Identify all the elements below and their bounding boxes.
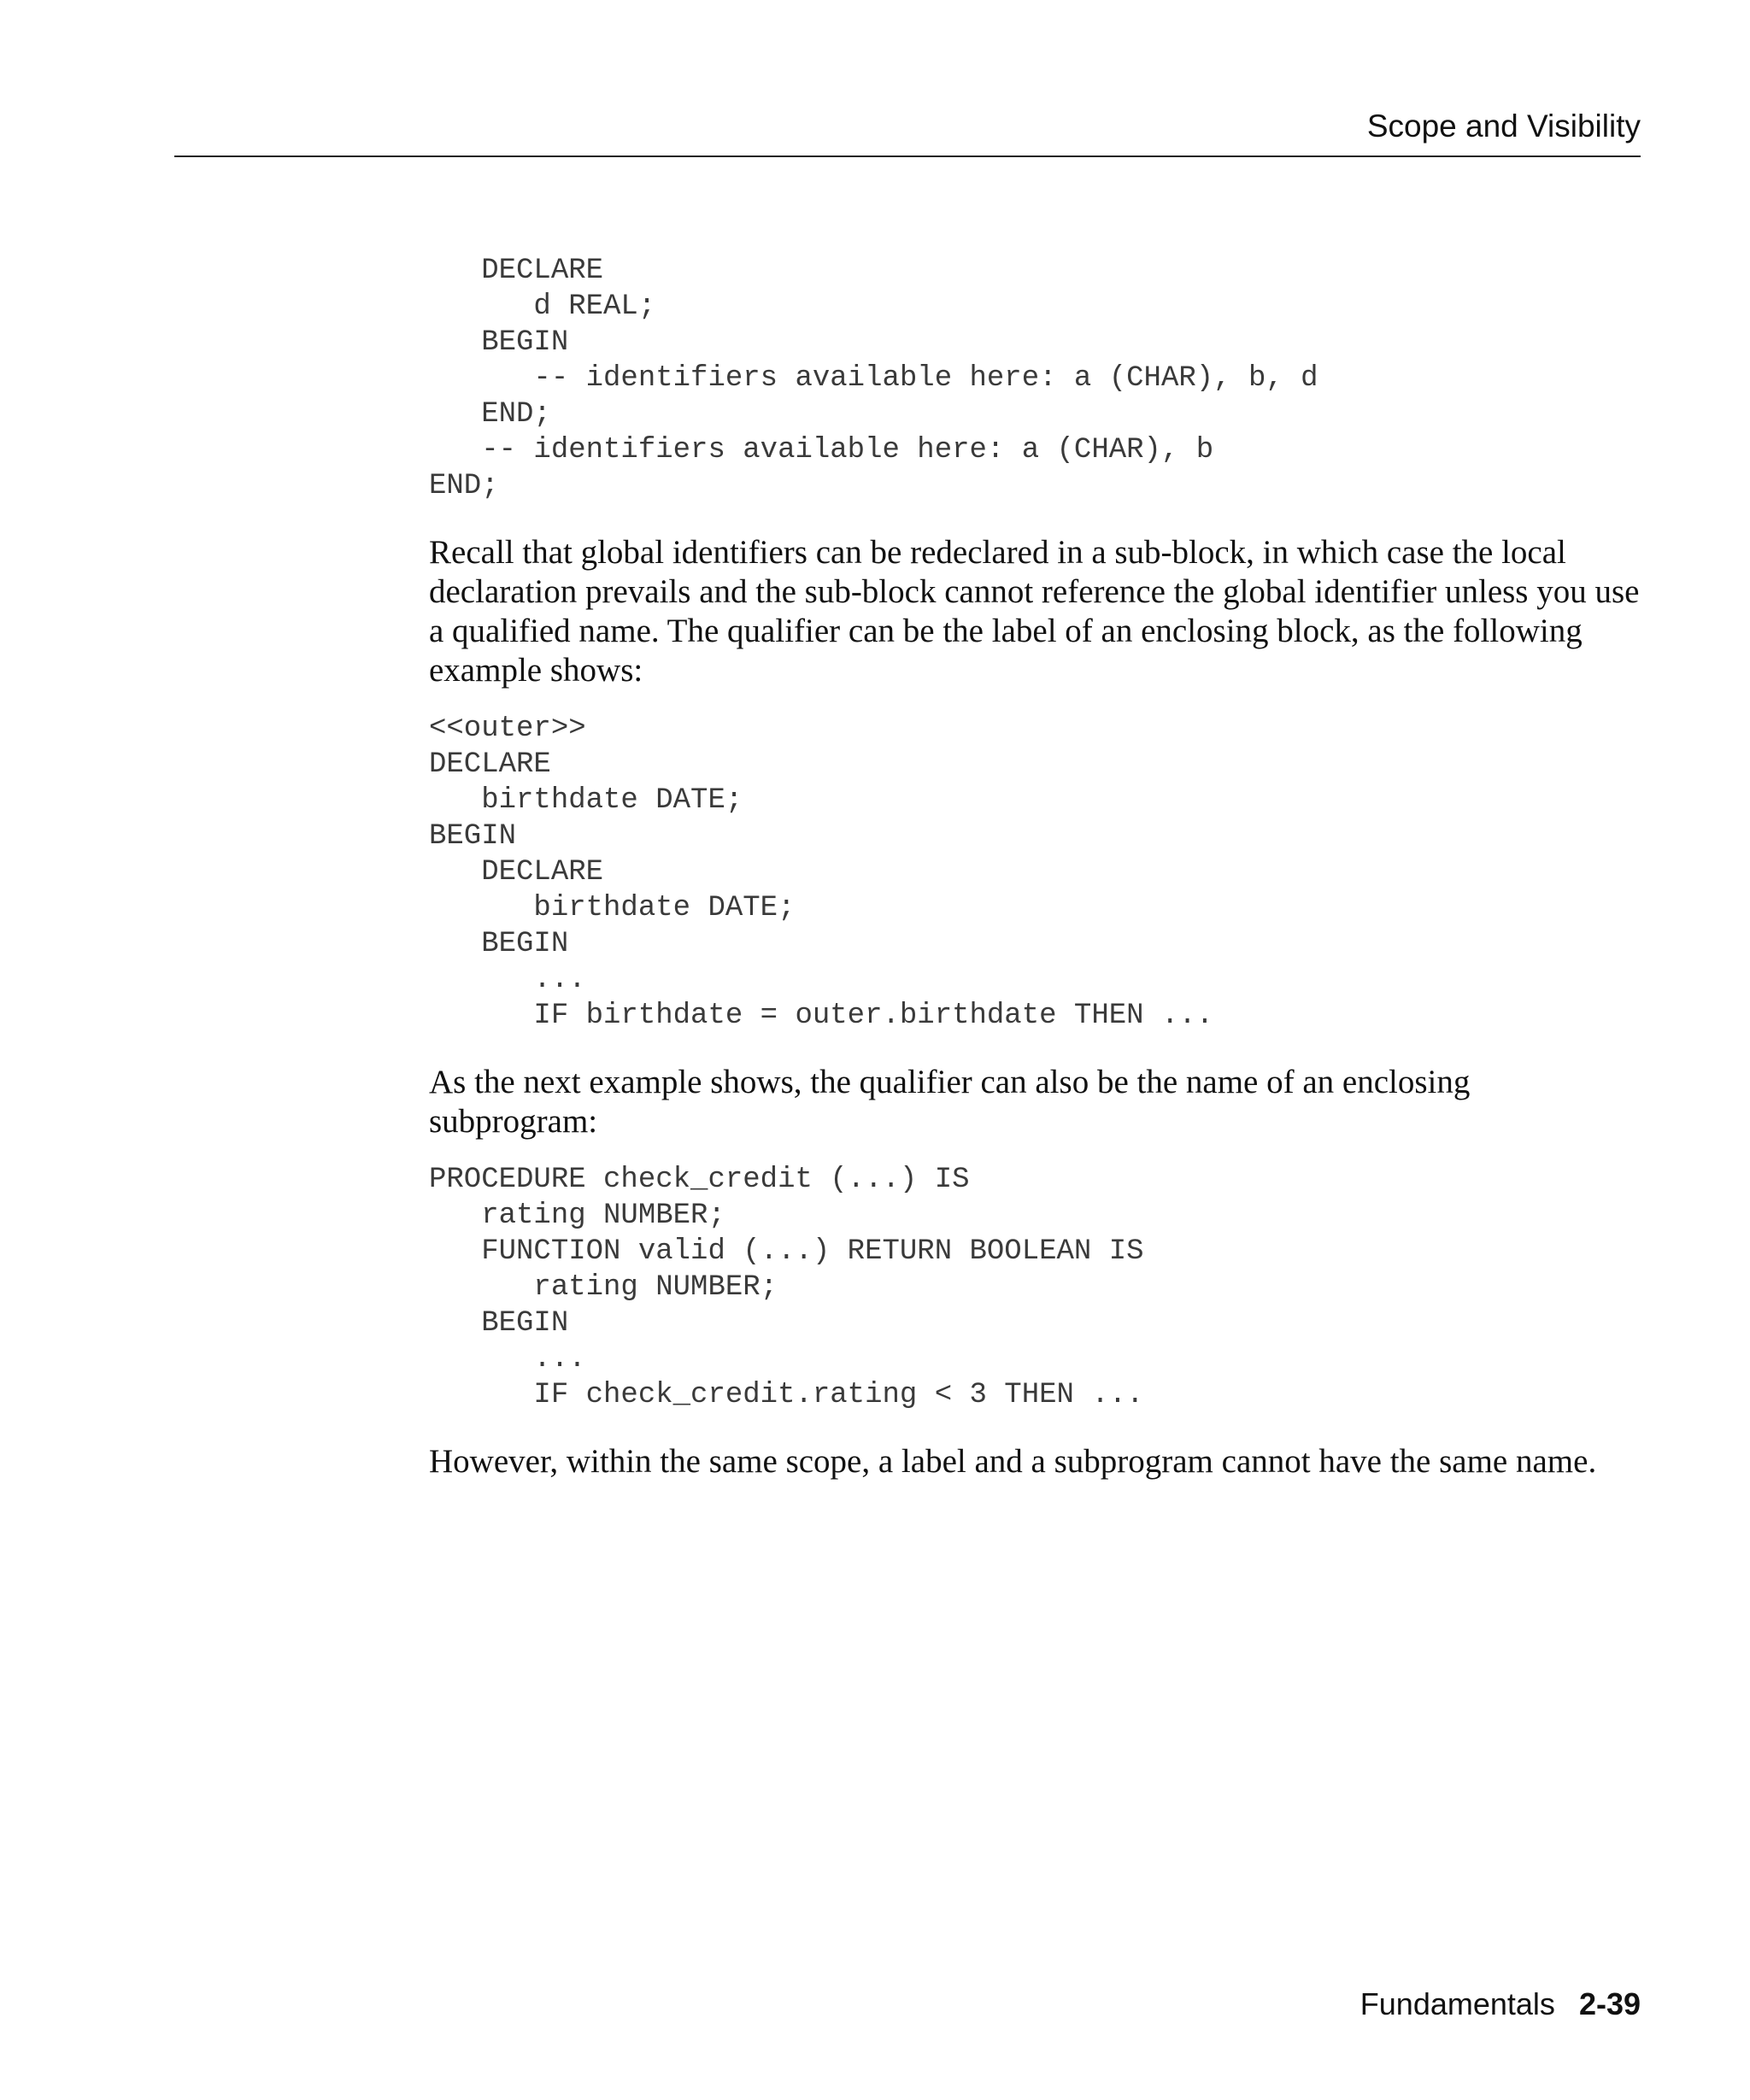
code-line: rating NUMBER; xyxy=(429,1200,725,1232)
code-line: DECLARE xyxy=(429,748,551,781)
footer-chapter: Fundamentals xyxy=(1359,1986,1555,2021)
paragraph-qualified-name: Recall that global identifiers can be redeclared in a sub-block, in which case the local declaration prevails and the sub-block cannot reference the global identifier unless you use a qualified name. The qualifier can be the label of an enclosing block, as the following example shows: xyxy=(429,534,1640,689)
code-line: IF birthdate = outer.birthdate THEN ... xyxy=(429,1000,1214,1032)
code-block-2 xyxy=(429,711,1642,1034)
code-line: -- identifiers available here: a (CHAR), b, d xyxy=(429,362,1318,395)
code-line: BEGIN xyxy=(429,326,569,359)
code-line: BEGIN xyxy=(429,928,569,960)
code-block-3 xyxy=(429,1162,1642,1413)
code-line: PROCEDURE check_credit (...) IS xyxy=(429,1164,970,1196)
page-footer xyxy=(1360,1986,1641,2023)
code-line: d REAL; xyxy=(429,290,656,323)
code-line: IF check_credit.rating < 3 THEN ... xyxy=(429,1379,1144,1411)
code-line: <<outer>> xyxy=(429,713,586,745)
paragraph-subprogram-qualifier: As the next example shows, the qualifier can also be the name of an enclosing subprogram: xyxy=(429,1064,1471,1140)
code-line: ... xyxy=(429,964,586,996)
code-line: END; xyxy=(429,398,551,431)
code-line: ... xyxy=(429,1343,586,1376)
code-line: END; xyxy=(429,470,499,502)
running-header-title: Scope and Visibility xyxy=(1366,109,1641,144)
header-rule xyxy=(174,155,1641,157)
code-line: DECLARE xyxy=(429,255,604,287)
paragraph-same-scope-note: However, within the same scope, a label and a subprogram cannot have the same name. xyxy=(429,1443,1597,1480)
code-line: FUNCTION valid (...) RETURN BOOLEAN IS xyxy=(429,1235,1144,1268)
code-line: -- identifiers available here: a (CHAR), b xyxy=(429,434,1214,466)
code-line: BEGIN xyxy=(429,820,517,853)
code-line: BEGIN xyxy=(429,1307,569,1340)
code-line: rating NUMBER; xyxy=(429,1271,778,1304)
code-block-1 xyxy=(429,253,1642,504)
code-line: DECLARE xyxy=(429,856,604,889)
page-content xyxy=(429,253,1642,1481)
footer-page-number: 2-39 xyxy=(1578,1986,1641,2021)
code-line: birthdate DATE; xyxy=(429,784,743,817)
code-line: birthdate DATE; xyxy=(429,892,796,924)
